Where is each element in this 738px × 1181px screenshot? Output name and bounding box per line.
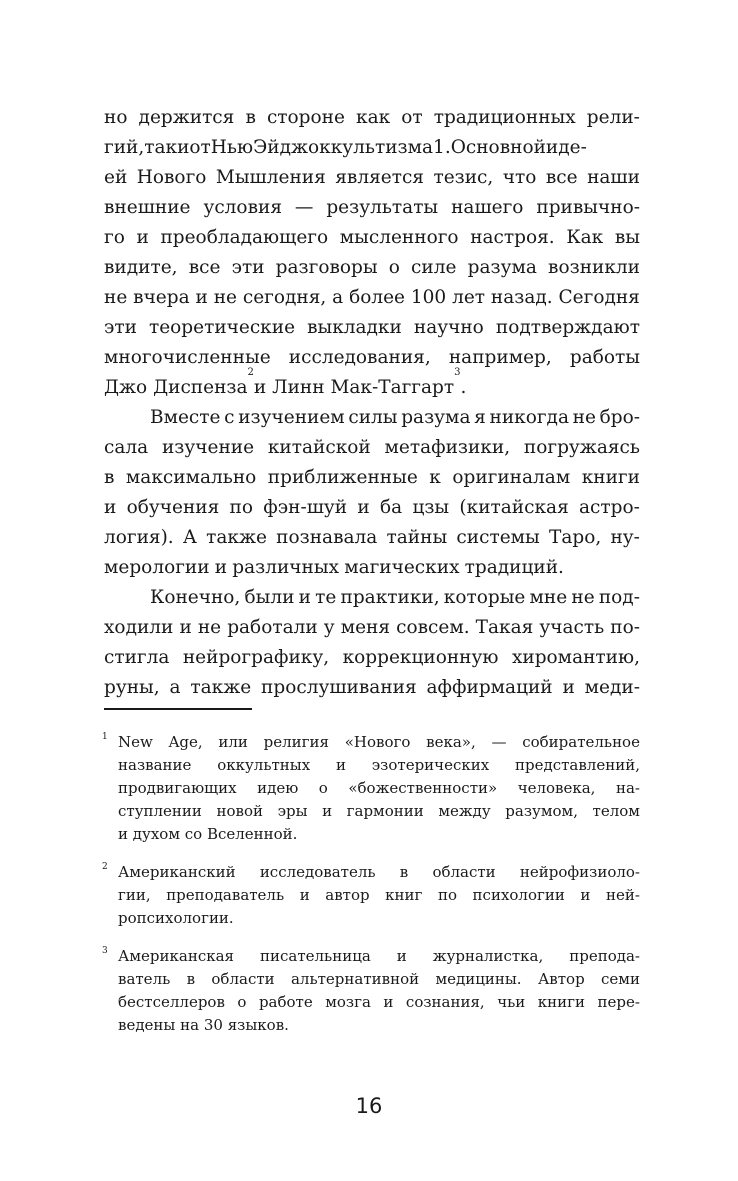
footnote-line: продвигающих идею о «божественности» человека, на-: [118, 779, 640, 797]
line-text: Джо Диспенза: [104, 377, 248, 398]
footnote-mark-1: 1: [102, 732, 108, 742]
footnote-line: [104, 907, 640, 930]
body-line: Вместе с изучением силы разума я никогда не бро-: [150, 407, 640, 428]
footnote-ref-2[interactable]: 2: [247, 367, 254, 378]
body-line: стигла нейрографику, коррекционную хиромантию,: [104, 647, 640, 668]
footnote-line: гии, преподаватель и автор книг по психологии и ней-: [118, 886, 640, 904]
footnote-text: ведены на 30 языков.: [118, 1016, 289, 1034]
footnote-line: 3 Американская писательница и журналистка, препода-: [102, 946, 640, 965]
body-line: видите, все эти разговоры о силе разума возникли: [104, 257, 640, 278]
footnote-line: ступлении новой эры и гармонии между разумом, телом: [118, 802, 640, 820]
footnote-ref-3[interactable]: 3: [454, 367, 461, 378]
body-line: мерологии и различных магических традиций.: [104, 557, 564, 578]
footnote-divider: [104, 708, 252, 710]
body-line: логия). А также познавала тайны системы Таро, ну-: [104, 527, 640, 548]
body-line: в максимально приближенные к оригиналам книги: [104, 467, 640, 488]
footnote-line: 1 New Age, или религия «Нового века», — собирательное: [102, 732, 640, 751]
footnote-line: бестселлеров о работе мозга и сознания, чьи книги пере-: [118, 993, 640, 1011]
body-line: [104, 367, 640, 403]
body-line: внешние условия — результаты нашего привычно-: [104, 197, 640, 218]
footnote-line: название оккультных и эзотерических представлений,: [118, 756, 640, 774]
footnote-line: ватель в области альтернативной медицины. Автор семи: [118, 970, 640, 988]
body-line: руны, а также прослушивания аффирмаций и меди-: [104, 677, 640, 698]
body-line: и обучения по фэн-шуй и ба цзы (китайская астро-: [104, 497, 640, 518]
footnotes: [104, 731, 640, 1037]
body-line: го и преобладающего мысленного настроя. Как вы: [104, 227, 640, 248]
footnote-text: и духом со Вселенной.: [118, 825, 298, 843]
footnote-line: [104, 1014, 640, 1037]
footnote-mark-2: 2: [102, 862, 108, 872]
body-line: сала изучение китайской метафизики, погружаясь: [104, 437, 640, 458]
line-text: .: [460, 377, 467, 398]
body-line: ходили и не работали у меня совсем. Такая участь по-: [104, 617, 640, 638]
footnote-line: 2 Американский исследователь в области нейрофизиоло-: [102, 862, 640, 881]
body-line: Конечно, были и те практики, которые мне не под-: [150, 587, 640, 608]
body-line: многочисленные исследования, например, работы: [104, 347, 640, 368]
body-line: ей Нового Мышления является тезис, что все наши: [104, 167, 640, 188]
footnote-line: [104, 823, 640, 846]
footnote-text: ропсихологии.: [118, 909, 234, 927]
page-number: 16: [355, 1094, 383, 1118]
footnote-mark-3: 3: [102, 946, 108, 956]
body-line: гий,такиотНьюЭйджоккультизма1.Основнойиде-: [104, 137, 587, 158]
body-text: [104, 103, 640, 703]
body-line: не вчера и не сегодня, а более 100 лет назад. Сегодня: [104, 287, 640, 308]
line-text: и Линн Мак-Таггарт: [253, 377, 455, 398]
body-line: эти теоретические выкладки научно подтверждают: [104, 317, 640, 338]
body-line: но держится в стороне как от традиционных рели-: [104, 107, 640, 128]
